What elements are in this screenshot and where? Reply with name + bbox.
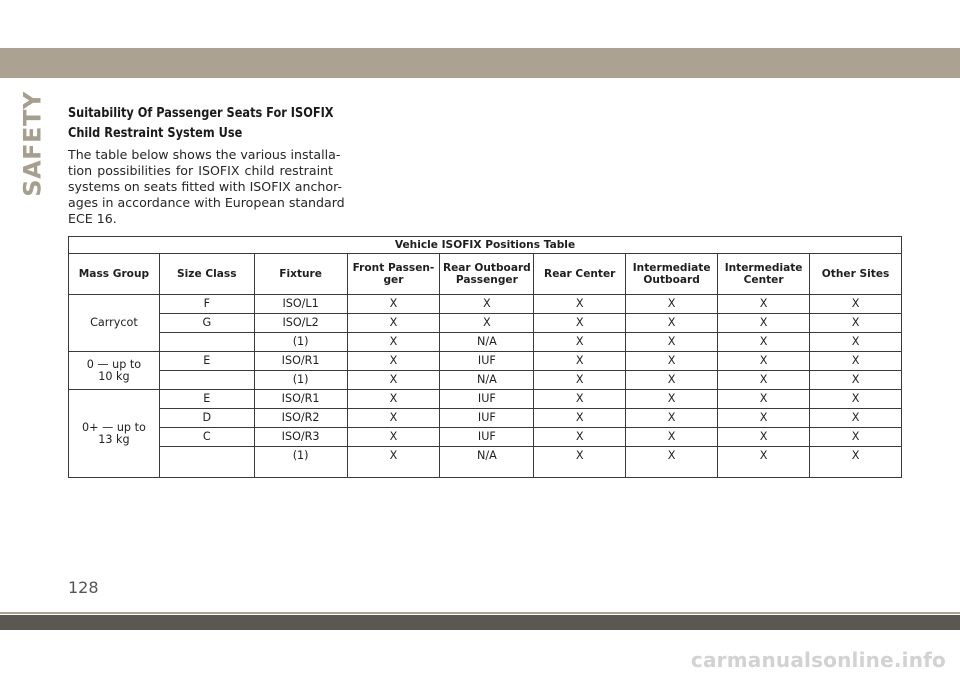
bottom-rule	[0, 612, 960, 614]
table-cell: X	[347, 447, 440, 478]
table-cell: (1)	[254, 333, 347, 352]
table-cell: E	[159, 352, 254, 371]
table-row	[69, 352, 902, 371]
watermark-text: carmanualsonline.info	[690, 648, 946, 672]
heading-line-1: Suitability Of Passenger Seats For ISOFIX	[68, 106, 334, 121]
table-cell	[159, 333, 254, 352]
table-cell: X	[626, 428, 718, 447]
table-cell: X	[626, 409, 718, 428]
table-cell: G	[159, 314, 254, 333]
table-cell: X	[626, 295, 718, 314]
table-row	[69, 390, 902, 409]
table-cell: X	[718, 390, 810, 409]
table-cell: X	[534, 314, 626, 333]
table-row	[69, 447, 902, 478]
table-cell: X	[810, 390, 902, 409]
table-cell: X	[718, 371, 810, 390]
table-cell: N/A	[440, 447, 534, 478]
table-cell: D	[159, 409, 254, 428]
heading-line-2: Child Restraint System Use	[68, 126, 243, 141]
table-cell: X	[347, 333, 440, 352]
column-header: Mass Group	[69, 254, 160, 295]
table-cell: X	[534, 333, 626, 352]
table-cell: X	[718, 447, 810, 478]
table-cell: X	[810, 352, 902, 371]
column-header: Front Passen- ger	[347, 254, 440, 295]
bottom-color-band	[0, 615, 960, 630]
table-cell: X	[534, 295, 626, 314]
table-cell: E	[159, 390, 254, 409]
intro-paragraph	[68, 147, 345, 227]
table-cell	[159, 371, 254, 390]
table-cell: (1)	[254, 371, 347, 390]
table-caption: Vehicle ISOFIX Positions Table	[69, 237, 902, 254]
table-cell: X	[718, 333, 810, 352]
intro-line: The table below shows the various installa-	[68, 147, 341, 162]
mass-group-cell: 0 — up to 10 kg	[69, 352, 160, 390]
table-cell: X	[718, 352, 810, 371]
table-cell: X	[626, 314, 718, 333]
table-cell: X	[347, 409, 440, 428]
table-cell: IUF	[440, 428, 534, 447]
table-cell: X	[534, 390, 626, 409]
table-cell: X	[347, 295, 440, 314]
table-row	[69, 314, 902, 333]
table-cell: X	[810, 333, 902, 352]
table-row	[69, 295, 902, 314]
column-header: Rear Center	[534, 254, 626, 295]
table-cell: X	[347, 371, 440, 390]
table-cell: X	[626, 390, 718, 409]
table-row	[69, 409, 902, 428]
table-cell: N/A	[440, 333, 534, 352]
table-cell: X	[534, 371, 626, 390]
table-cell: C	[159, 428, 254, 447]
table-cell: X	[626, 371, 718, 390]
column-header: Intermediate Center	[718, 254, 810, 295]
table-cell: X	[626, 333, 718, 352]
table-cell	[159, 447, 254, 478]
mass-group-cell: 0+ — up to 13 kg	[69, 390, 160, 478]
table-cell: ISO/R1	[254, 352, 347, 371]
column-header: Size Class	[159, 254, 254, 295]
table-cell: N/A	[440, 371, 534, 390]
page-number: 128	[68, 578, 99, 597]
table-cell: X	[718, 409, 810, 428]
table-cell: X	[810, 428, 902, 447]
table-cell: X	[810, 371, 902, 390]
column-header: Rear Outboard Passenger	[440, 254, 534, 295]
table-cell: IUF	[440, 352, 534, 371]
table-cell: X	[626, 352, 718, 371]
table-cell: X	[626, 447, 718, 478]
table-row	[69, 371, 902, 390]
table-cell: X	[347, 390, 440, 409]
table-cell: X	[347, 314, 440, 333]
table-cell: X	[718, 314, 810, 333]
table-cell: X	[440, 314, 534, 333]
table-cell: X	[718, 428, 810, 447]
table-cell: IUF	[440, 390, 534, 409]
table-cell: (1)	[254, 447, 347, 478]
column-header: Other Sites	[810, 254, 902, 295]
table-cell: X	[347, 428, 440, 447]
table-cell: X	[347, 352, 440, 371]
column-header: Intermediate Outboard	[626, 254, 718, 295]
table-cell: X	[810, 314, 902, 333]
table-cell: ISO/R2	[254, 409, 347, 428]
table-cell: X	[810, 409, 902, 428]
intro-line: ages in accordance with European standard	[68, 195, 345, 210]
intro-line: tion possibilities for ISOFIX child restraint	[68, 163, 333, 178]
table-cell: X	[534, 352, 626, 371]
section-label-text: SAFETY	[19, 91, 47, 197]
table-cell: X	[534, 447, 626, 478]
table-row	[69, 333, 902, 352]
top-color-band	[0, 48, 960, 78]
table-cell: X	[810, 295, 902, 314]
table-cell: F	[159, 295, 254, 314]
column-header: Fixture	[254, 254, 347, 295]
table-cell: ISO/L1	[254, 295, 347, 314]
table-cell: X	[718, 295, 810, 314]
section-side-label	[14, 91, 52, 197]
table-cell: X	[810, 447, 902, 478]
table-cell: X	[440, 295, 534, 314]
intro-line: ECE 16.	[68, 211, 117, 226]
mass-group-cell: Carrycot	[69, 295, 160, 352]
table-cell: ISO/L2	[254, 314, 347, 333]
table-row	[69, 428, 902, 447]
table-cell: X	[534, 409, 626, 428]
intro-line: systems on seats fitted with ISOFIX anchor-	[68, 179, 343, 194]
table-cell: IUF	[440, 409, 534, 428]
table-cell: X	[534, 428, 626, 447]
isofix-positions-table	[68, 236, 902, 478]
section-heading	[68, 104, 334, 144]
table-cell: ISO/R1	[254, 390, 347, 409]
table-cell: ISO/R3	[254, 428, 347, 447]
